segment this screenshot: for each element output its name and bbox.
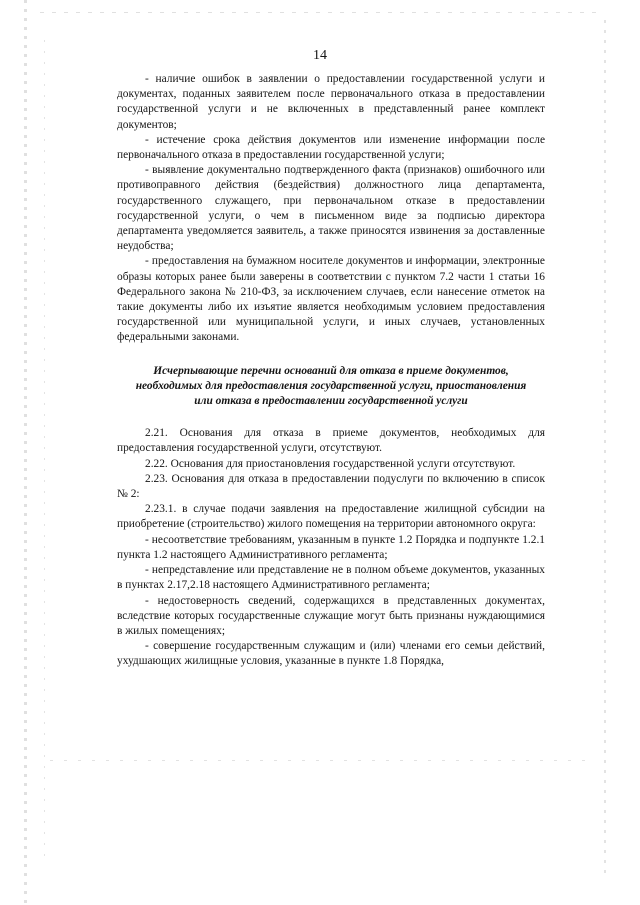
page-number: 14 — [313, 48, 327, 63]
scan-margin-artifact-left-inner — [44, 40, 45, 860]
document-body — [117, 72, 545, 670]
paragraph: - совершение государственным служащим и (или) членами его семьи действий, ухудшающих жилищные условия, указанные в пункте 1.8 Порядка, — [117, 640, 545, 668]
scan-margin-artifact-top — [40, 12, 600, 13]
paragraph: 2.22. Основания для приостановления государственной услуги отсутствуют. — [145, 457, 516, 470]
paragraph: - предоставления на бумажном носителе документов и информации, электронные образы которых ранее были заверены в соответствии с пунктом 7.2 части 1 статьи 16 Федерального закона № 210-ФЗ, за исключением случаев, если нанесение отметок на такие документы либо их изъятие является необходимым условием предоставления государственной или муниципальной услуги, и иных случаев, установленных федеральными законами. — [117, 255, 545, 344]
paragraph: 2.23.1. в случае подачи заявления на предоставление жилищной субсидии на приобретение (строительство) жилого помещения на территории автономного округа: — [117, 503, 545, 531]
paragraph: - несоответствие требованиям, указанным в пункте 1.2 Порядка и подпункте 1.2.1 пункта 1.2 настоящего Административного регламента; — [117, 533, 545, 561]
scan-margin-artifact-right — [604, 20, 606, 880]
paragraph: 2.23. Основания для отказа в предоставлении подуслуги по включению в список № 2: — [117, 472, 545, 501]
paragraph: 2.21. Основания для отказа в приеме документов, необходимых для предоставления государственной услуги, отсутствуют. — [117, 427, 545, 455]
paragraph: - недостоверность сведений, содержащихся в представленных документах, вследствие которых государственные служащие могут быть признаны нуждающимися в жилых помещениях; — [117, 594, 545, 637]
scan-margin-artifact-bottom — [50, 760, 590, 761]
paragraph: - непредставление или представление не в полном объеме документов, указанных в пунктах 2.17,2.18 настоящего Административного регламента; — [117, 564, 545, 592]
paragraph: - выявление документально подтвержденного факта (признаков) ошибочного или противоправного действия (бездействия) должностного лица департамента, государственного служащего, при первоначальном отказе в предоставлении государственной услуги, о чем в письменном виде за подписью директора департамента уведомляется заявитель, а также приносятся извинения за доставленные неудобства; — [117, 164, 545, 253]
paragraph: - наличие ошибок в заявлении о предоставлении государственной услуги и документах, поданных заявителем после первоначального отказа в предоставлении государственной услуги и не включенных в представленный ранее комплект документов; — [117, 73, 545, 131]
scan-margin-artifact-left — [24, 0, 27, 905]
section-heading: Исчерпывающие перечни оснований для отказа в приеме документов, необходимых для предоставления государственной услуги, приостановления или отказа в предоставлении государственной услуги — [135, 364, 527, 408]
paragraph: - истечение срока действия документов или изменение информации после первоначального отказа в предоставлении государственной услуги; — [117, 133, 545, 162]
